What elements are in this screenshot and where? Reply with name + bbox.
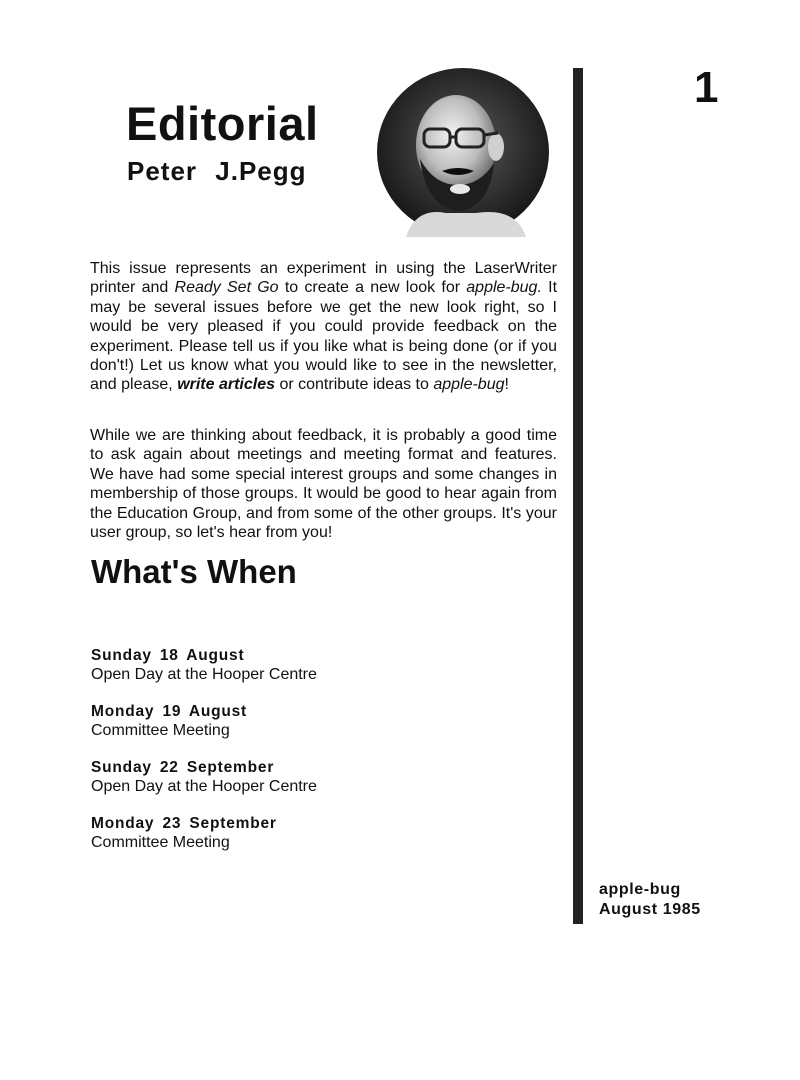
paragraph-text: or contribute ideas to (275, 376, 434, 394)
issue-date: August 1985 (599, 901, 701, 918)
emphasis-text: apple-bug (433, 376, 505, 394)
event-date: Monday 19 August (91, 703, 248, 720)
event-item (91, 758, 491, 796)
vertical-rule (573, 68, 583, 924)
author-name: Peter J.Pegg (127, 156, 307, 186)
author-portrait-icon (376, 67, 550, 237)
editorial-paragraph-1 (90, 259, 557, 395)
paragraph-text: This issue represents an experiment in using the LaserWriter printer and (90, 260, 557, 297)
paragraph-text: While we are thinking about feedback, it is probably a good time to ask again about meetings and meeting format and features. We have had some special interest groups and some changes in membership of those groups. It would be good to hear again from the Education Group, and from some of the other groups. It's your user group, so let's hear from you! (90, 427, 557, 542)
publication-name: apple-bug (599, 881, 681, 898)
whats-when-heading: What's When (91, 553, 297, 590)
page-title: Editorial (126, 97, 319, 150)
event-date: Monday 23 September (91, 815, 277, 832)
event-date: Sunday 22 September (91, 759, 275, 776)
paragraph-text: to create a new look for (278, 279, 467, 297)
paragraph-text: It may be several issues before we get the new look right, so I would be very pleased if you could provide feedback on the experiment. Please tell us if you like what is being done (or if you don't!) Let us know what you would like to see in the newsletter, and please, (90, 279, 558, 394)
author-photo (376, 67, 550, 237)
event-description: Open Day at the Hooper Centre (91, 778, 317, 795)
editorial-paragraph-2 (90, 426, 557, 542)
page-number: 1 (694, 63, 719, 112)
event-date: Sunday 18 August (91, 647, 245, 664)
event-item (91, 702, 491, 740)
emphasis-text: write articles (177, 376, 276, 394)
event-description: Committee Meeting (91, 722, 230, 739)
event-description: Open Day at the Hooper Centre (91, 666, 317, 683)
event-description: Committee Meeting (91, 834, 230, 851)
event-item (91, 814, 491, 852)
emphasis-text: Ready Set Go (174, 279, 279, 297)
event-item (91, 646, 491, 684)
emphasis-text: apple-bug. (466, 279, 542, 297)
paragraph-text: ! (504, 376, 509, 394)
footer-masthead (599, 880, 701, 920)
